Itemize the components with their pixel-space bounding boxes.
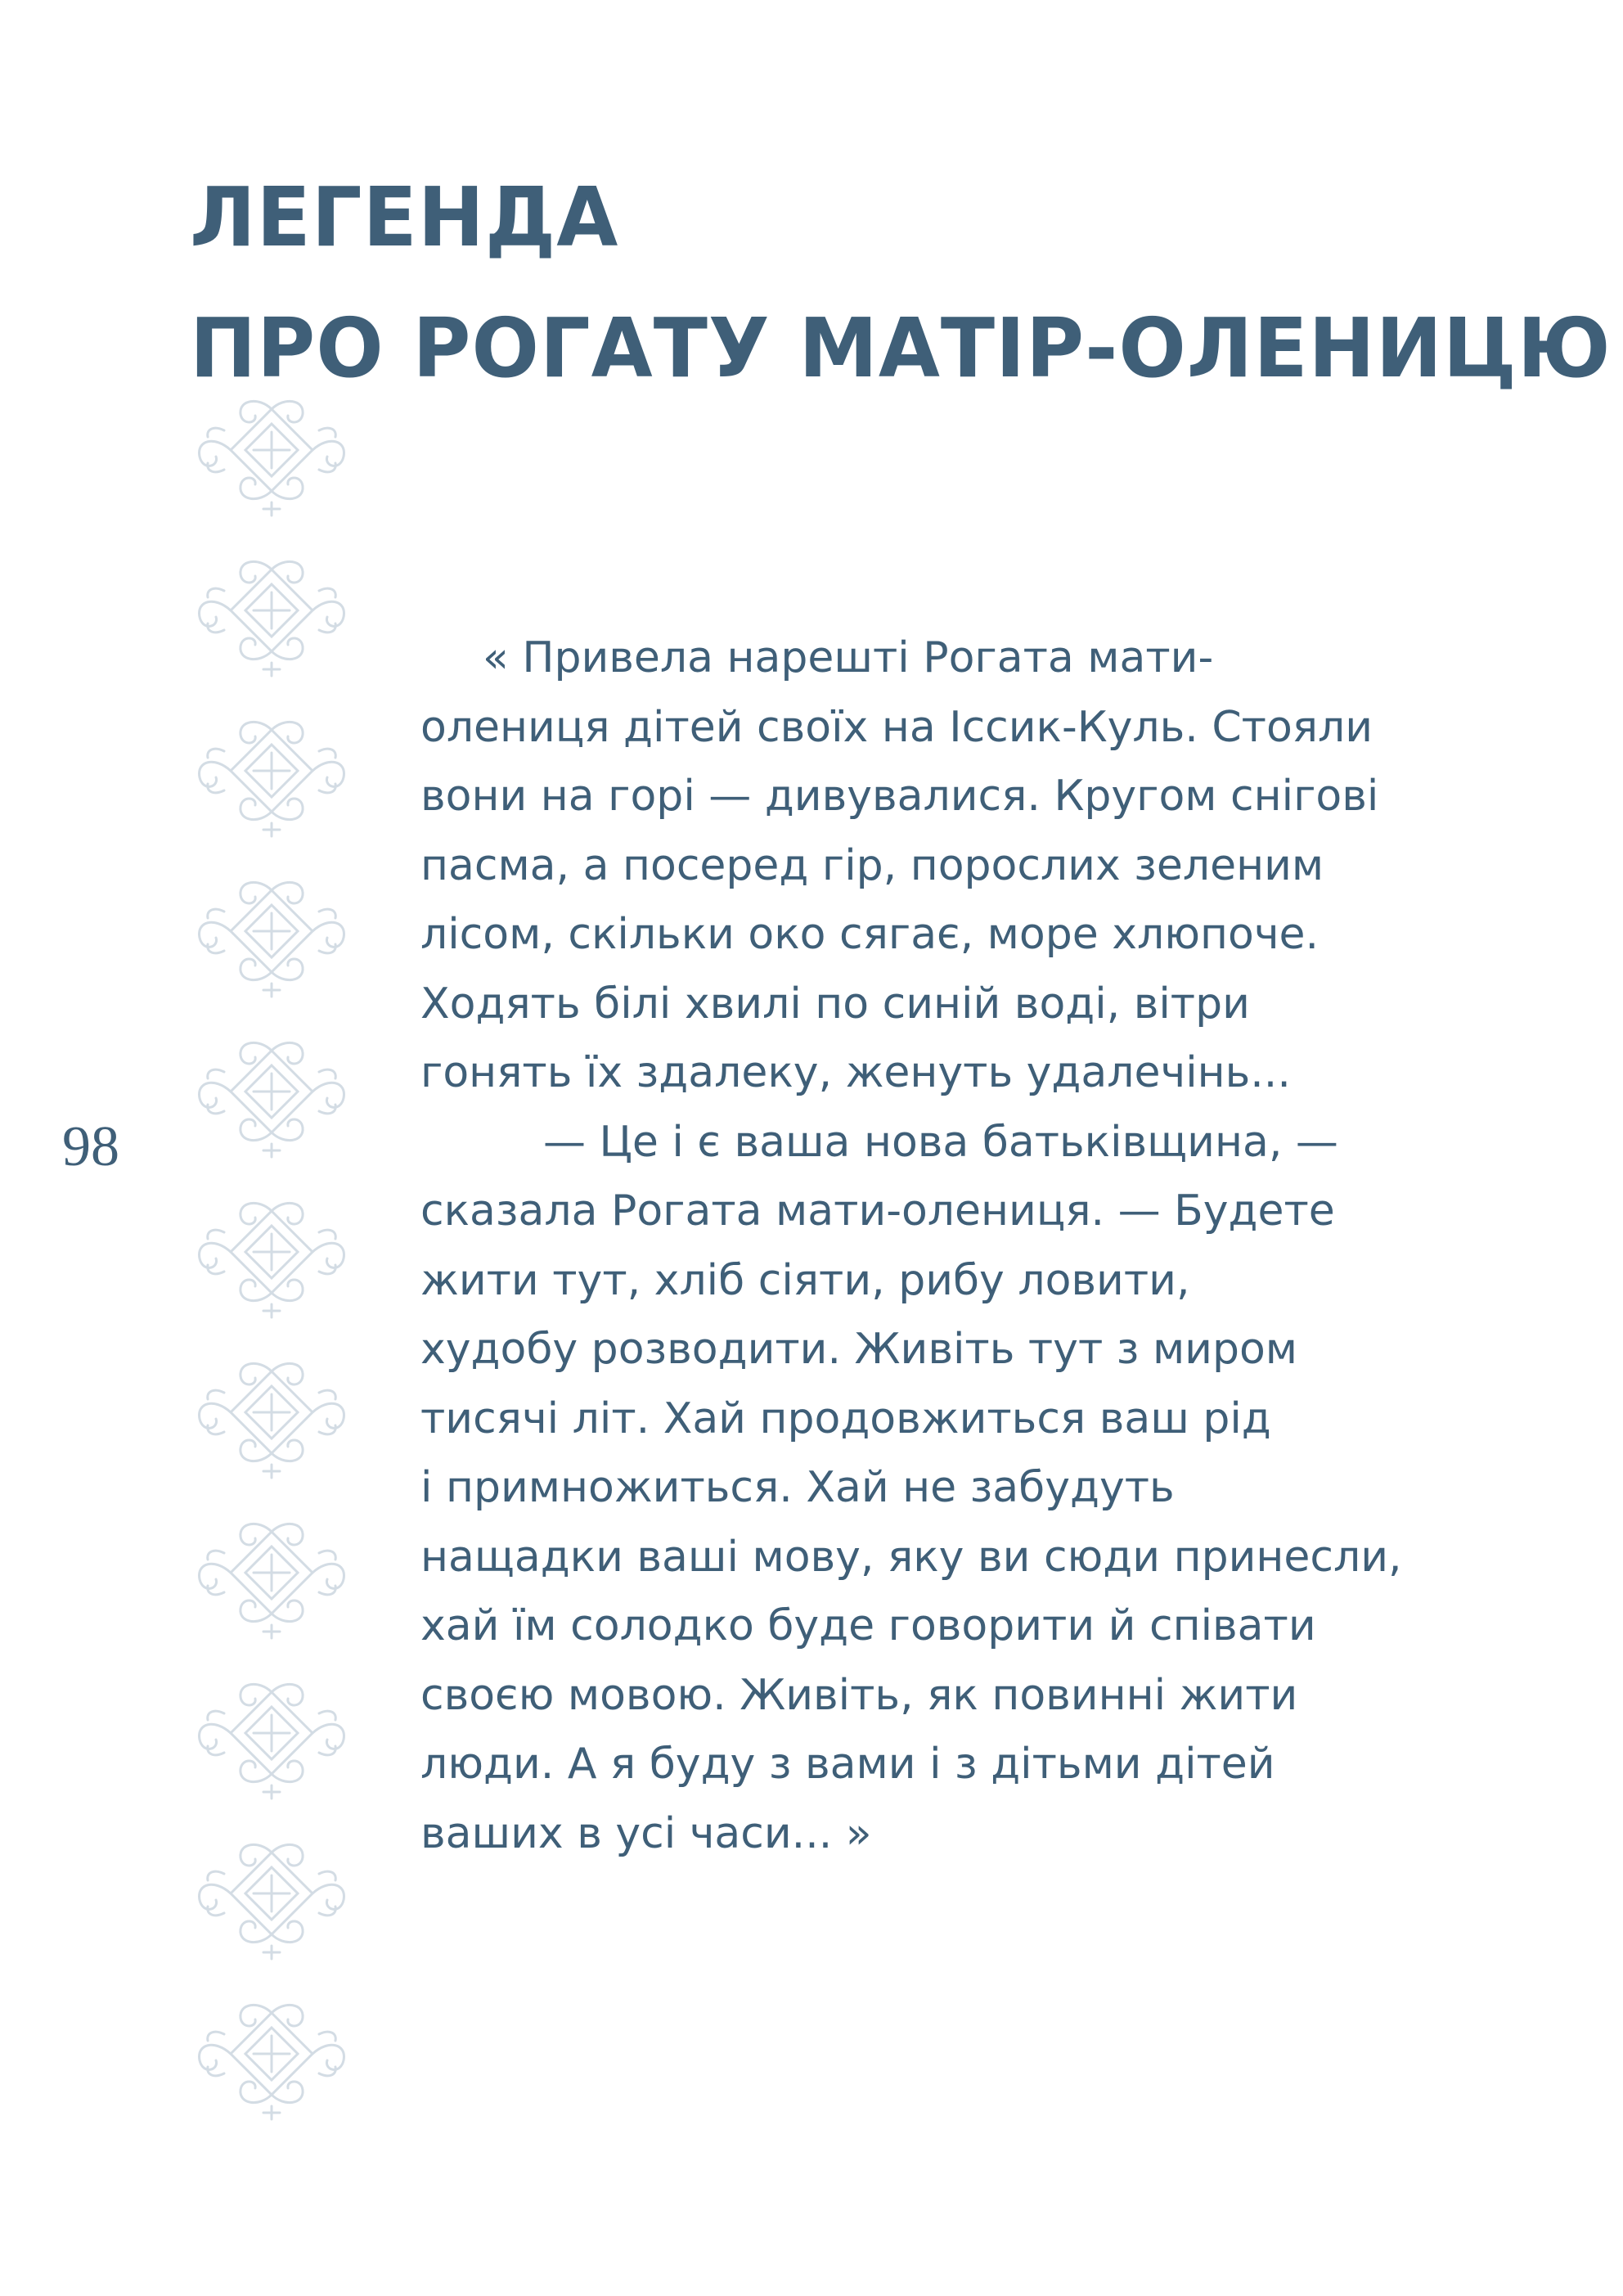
text-line: хай їм солодко буде говорити й співати	[420, 1601, 1316, 1650]
title-line-1: ЛЕГЕНДА	[190, 169, 619, 265]
text-line: вони на горі — дивувалися. Кругом снігові	[420, 772, 1379, 821]
text-line: і примножиться. Хай не забудуть	[420, 1463, 1175, 1512]
text-line: жити тут, хліб сіяти, рибу ловити,	[420, 1255, 1190, 1305]
text-line: лісом, скільки око сягає, море хлюпоче.	[420, 910, 1320, 959]
title-line-2: ПРО РОГАТУ МАТІР-ОЛЕНИЦЮ	[190, 300, 1612, 396]
text-line: олениця дітей своїх на Іссик-Куль. Стояли	[420, 702, 1373, 752]
text-line: пасма, а посеред гір, порослих зеленим	[420, 840, 1324, 890]
text-line: сказала Рогата мати-олениця. — Будете	[420, 1186, 1335, 1236]
text-line: своєю мовою. Живіть, як повинні жити	[420, 1670, 1298, 1720]
page-title	[190, 152, 1612, 414]
page-number: 98	[62, 1115, 119, 1178]
text-line: гонять їх здалеку, женуть удалечінь...	[420, 1048, 1291, 1097]
text-line: тисячі літ. Хай продовжиться ваш рід	[420, 1393, 1271, 1443]
legend-quote	[420, 624, 1402, 1868]
text-line: Ходять білі хвилі по синій воді, вітри	[420, 979, 1250, 1029]
text-line: люди. А я буду з вами і з дітьми дітей	[420, 1740, 1275, 1789]
text-line: « Привела нарешті Рогата мати-	[483, 633, 1214, 682]
text-line: худобу розводити. Живіть тут з миром	[420, 1325, 1298, 1374]
text-line: — Це і є ваша нова батьківщина, —	[543, 1117, 1338, 1167]
decorative-ornament-column	[190, 393, 353, 2168]
text-line: ваших в усі часи... »	[420, 1808, 872, 1858]
text-line: нащадки ваші мову, яку ви сюди принесли,	[420, 1532, 1402, 1582]
